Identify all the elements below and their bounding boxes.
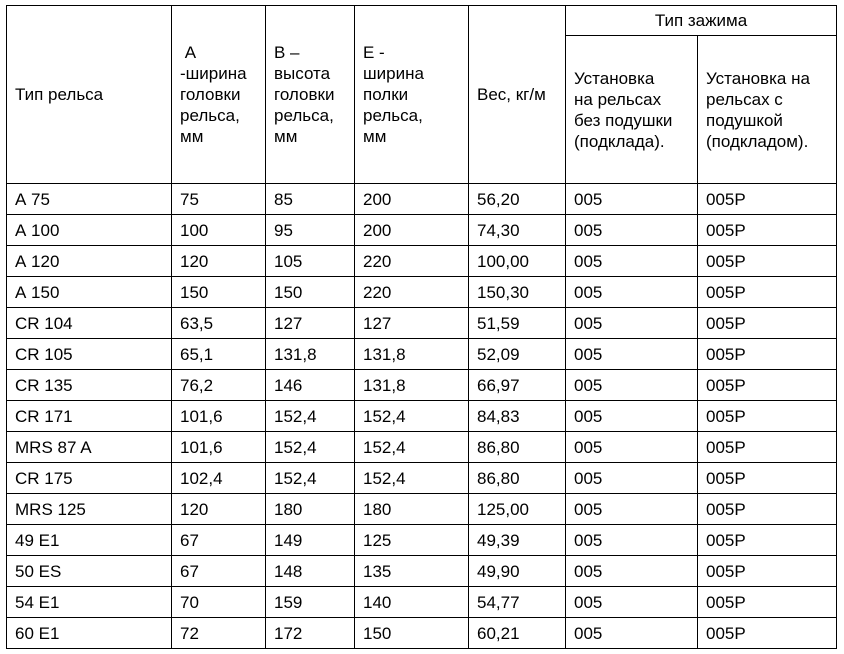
cell-rail-type: А 120 xyxy=(7,246,172,277)
cell-e: 220 xyxy=(355,277,469,308)
col-header-b-head-height: В – высота головки рельса, мм xyxy=(266,6,355,184)
col-header-clamp-no-pad: Установка на рельсах без подушки (подклада). xyxy=(566,36,698,184)
cell-b: 146 xyxy=(266,370,355,401)
cell-rail-type: CR 105 xyxy=(7,339,172,370)
cell-clamp-with-pad: 005Р xyxy=(698,339,837,370)
cell-rail-type: MRS 125 xyxy=(7,494,172,525)
cell-clamp-with-pad: 005Р xyxy=(698,277,837,308)
cell-b: 149 xyxy=(266,525,355,556)
cell-e: 131,8 xyxy=(355,370,469,401)
cell-b: 127 xyxy=(266,308,355,339)
table-row xyxy=(7,246,837,277)
cell-clamp-no-pad: 005 xyxy=(566,463,698,494)
cell-rail-type: 60 E1 xyxy=(7,618,172,649)
cell-a: 70 xyxy=(172,587,266,618)
cell-e: 200 xyxy=(355,184,469,215)
table-row xyxy=(7,432,837,463)
table-row xyxy=(7,525,837,556)
col-header-clamp-with-pad: Установка на рельсах с подушкой (подкладом). xyxy=(698,36,837,184)
cell-e: 150 xyxy=(355,618,469,649)
cell-a: 150 xyxy=(172,277,266,308)
col-header-weight: Вес, кг/м xyxy=(469,6,566,184)
table-row xyxy=(7,494,837,525)
cell-e: 220 xyxy=(355,246,469,277)
table-body xyxy=(7,184,837,649)
cell-a: 101,6 xyxy=(172,401,266,432)
cell-weight: 49,39 xyxy=(469,525,566,556)
cell-clamp-no-pad: 005 xyxy=(566,401,698,432)
cell-clamp-no-pad: 005 xyxy=(566,494,698,525)
cell-rail-type: CR 171 xyxy=(7,401,172,432)
cell-clamp-with-pad: 005Р xyxy=(698,494,837,525)
cell-b: 172 xyxy=(266,618,355,649)
table-row xyxy=(7,184,837,215)
cell-clamp-no-pad: 005 xyxy=(566,184,698,215)
cell-b: 131,8 xyxy=(266,339,355,370)
cell-rail-type: CR 104 xyxy=(7,308,172,339)
cell-b: 150 xyxy=(266,277,355,308)
cell-clamp-with-pad: 005Р xyxy=(698,246,837,277)
cell-a: 76,2 xyxy=(172,370,266,401)
table-row xyxy=(7,277,837,308)
cell-rail-type: CR 175 xyxy=(7,463,172,494)
cell-weight: 74,30 xyxy=(469,215,566,246)
table-row xyxy=(7,556,837,587)
cell-b: 152,4 xyxy=(266,463,355,494)
table-row xyxy=(7,215,837,246)
cell-clamp-no-pad: 005 xyxy=(566,277,698,308)
header-row xyxy=(7,6,837,36)
cell-clamp-with-pad: 005Р xyxy=(698,556,837,587)
cell-a: 102,4 xyxy=(172,463,266,494)
cell-rail-type: 54 E1 xyxy=(7,587,172,618)
table-row xyxy=(7,587,837,618)
cell-a: 101,6 xyxy=(172,432,266,463)
cell-weight: 54,77 xyxy=(469,587,566,618)
cell-e: 127 xyxy=(355,308,469,339)
cell-b: 152,4 xyxy=(266,401,355,432)
cell-a: 67 xyxy=(172,525,266,556)
cell-a: 120 xyxy=(172,246,266,277)
cell-rail-type: 49 E1 xyxy=(7,525,172,556)
cell-clamp-with-pad: 005Р xyxy=(698,525,837,556)
cell-clamp-with-pad: 005Р xyxy=(698,618,837,649)
cell-rail-type: А 100 xyxy=(7,215,172,246)
cell-e: 152,4 xyxy=(355,401,469,432)
cell-rail-type: MRS 87 A xyxy=(7,432,172,463)
cell-clamp-no-pad: 005 xyxy=(566,308,698,339)
cell-b: 152,4 xyxy=(266,432,355,463)
cell-e: 180 xyxy=(355,494,469,525)
cell-weight: 86,80 xyxy=(469,432,566,463)
cell-e: 152,4 xyxy=(355,463,469,494)
col-header-e-flange-width: Е - ширина полки рельса, мм xyxy=(355,6,469,184)
col-header-rail-type: Тип рельса xyxy=(7,6,172,184)
cell-weight: 66,97 xyxy=(469,370,566,401)
cell-e: 140 xyxy=(355,587,469,618)
cell-clamp-no-pad: 005 xyxy=(566,246,698,277)
cell-a: 100 xyxy=(172,215,266,246)
cell-b: 95 xyxy=(266,215,355,246)
table-row xyxy=(7,339,837,370)
cell-e: 200 xyxy=(355,215,469,246)
cell-clamp-no-pad: 005 xyxy=(566,525,698,556)
cell-weight: 125,00 xyxy=(469,494,566,525)
cell-a: 65,1 xyxy=(172,339,266,370)
cell-e: 125 xyxy=(355,525,469,556)
cell-clamp-with-pad: 005Р xyxy=(698,370,837,401)
cell-rail-type: 50 ES xyxy=(7,556,172,587)
col-header-clamp-type: Тип зажима xyxy=(566,6,837,36)
cell-a: 72 xyxy=(172,618,266,649)
cell-weight: 49,90 xyxy=(469,556,566,587)
cell-a: 63,5 xyxy=(172,308,266,339)
cell-weight: 51,59 xyxy=(469,308,566,339)
cell-b: 105 xyxy=(266,246,355,277)
cell-clamp-no-pad: 005 xyxy=(566,587,698,618)
table-row xyxy=(7,401,837,432)
table-row xyxy=(7,308,837,339)
cell-e: 135 xyxy=(355,556,469,587)
table-row xyxy=(7,370,837,401)
cell-weight: 150,30 xyxy=(469,277,566,308)
cell-weight: 56,20 xyxy=(469,184,566,215)
cell-clamp-no-pad: 005 xyxy=(566,618,698,649)
cell-clamp-with-pad: 005Р xyxy=(698,587,837,618)
cell-e: 152,4 xyxy=(355,432,469,463)
cell-rail-type: А 75 xyxy=(7,184,172,215)
cell-clamp-with-pad: 005Р xyxy=(698,308,837,339)
cell-clamp-with-pad: 005Р xyxy=(698,215,837,246)
rail-clamp-table xyxy=(6,5,837,649)
cell-a: 67 xyxy=(172,556,266,587)
cell-clamp-no-pad: 005 xyxy=(566,432,698,463)
cell-e: 131,8 xyxy=(355,339,469,370)
cell-clamp-with-pad: 005Р xyxy=(698,432,837,463)
cell-rail-type: А 150 xyxy=(7,277,172,308)
cell-clamp-with-pad: 005Р xyxy=(698,401,837,432)
cell-a: 120 xyxy=(172,494,266,525)
cell-rail-type: CR 135 xyxy=(7,370,172,401)
cell-weight: 100,00 xyxy=(469,246,566,277)
cell-clamp-no-pad: 005 xyxy=(566,556,698,587)
table-row xyxy=(7,618,837,649)
cell-clamp-with-pad: 005Р xyxy=(698,184,837,215)
col-header-a-head-width: А -ширина головки рельса, мм xyxy=(172,6,266,184)
cell-clamp-no-pad: 005 xyxy=(566,339,698,370)
cell-weight: 52,09 xyxy=(469,339,566,370)
cell-weight: 86,80 xyxy=(469,463,566,494)
cell-a: 75 xyxy=(172,184,266,215)
cell-clamp-no-pad: 005 xyxy=(566,370,698,401)
cell-clamp-with-pad: 005Р xyxy=(698,463,837,494)
cell-b: 159 xyxy=(266,587,355,618)
cell-weight: 60,21 xyxy=(469,618,566,649)
cell-clamp-no-pad: 005 xyxy=(566,215,698,246)
cell-b: 180 xyxy=(266,494,355,525)
cell-weight: 84,83 xyxy=(469,401,566,432)
cell-b: 148 xyxy=(266,556,355,587)
cell-b: 85 xyxy=(266,184,355,215)
table-row xyxy=(7,463,837,494)
